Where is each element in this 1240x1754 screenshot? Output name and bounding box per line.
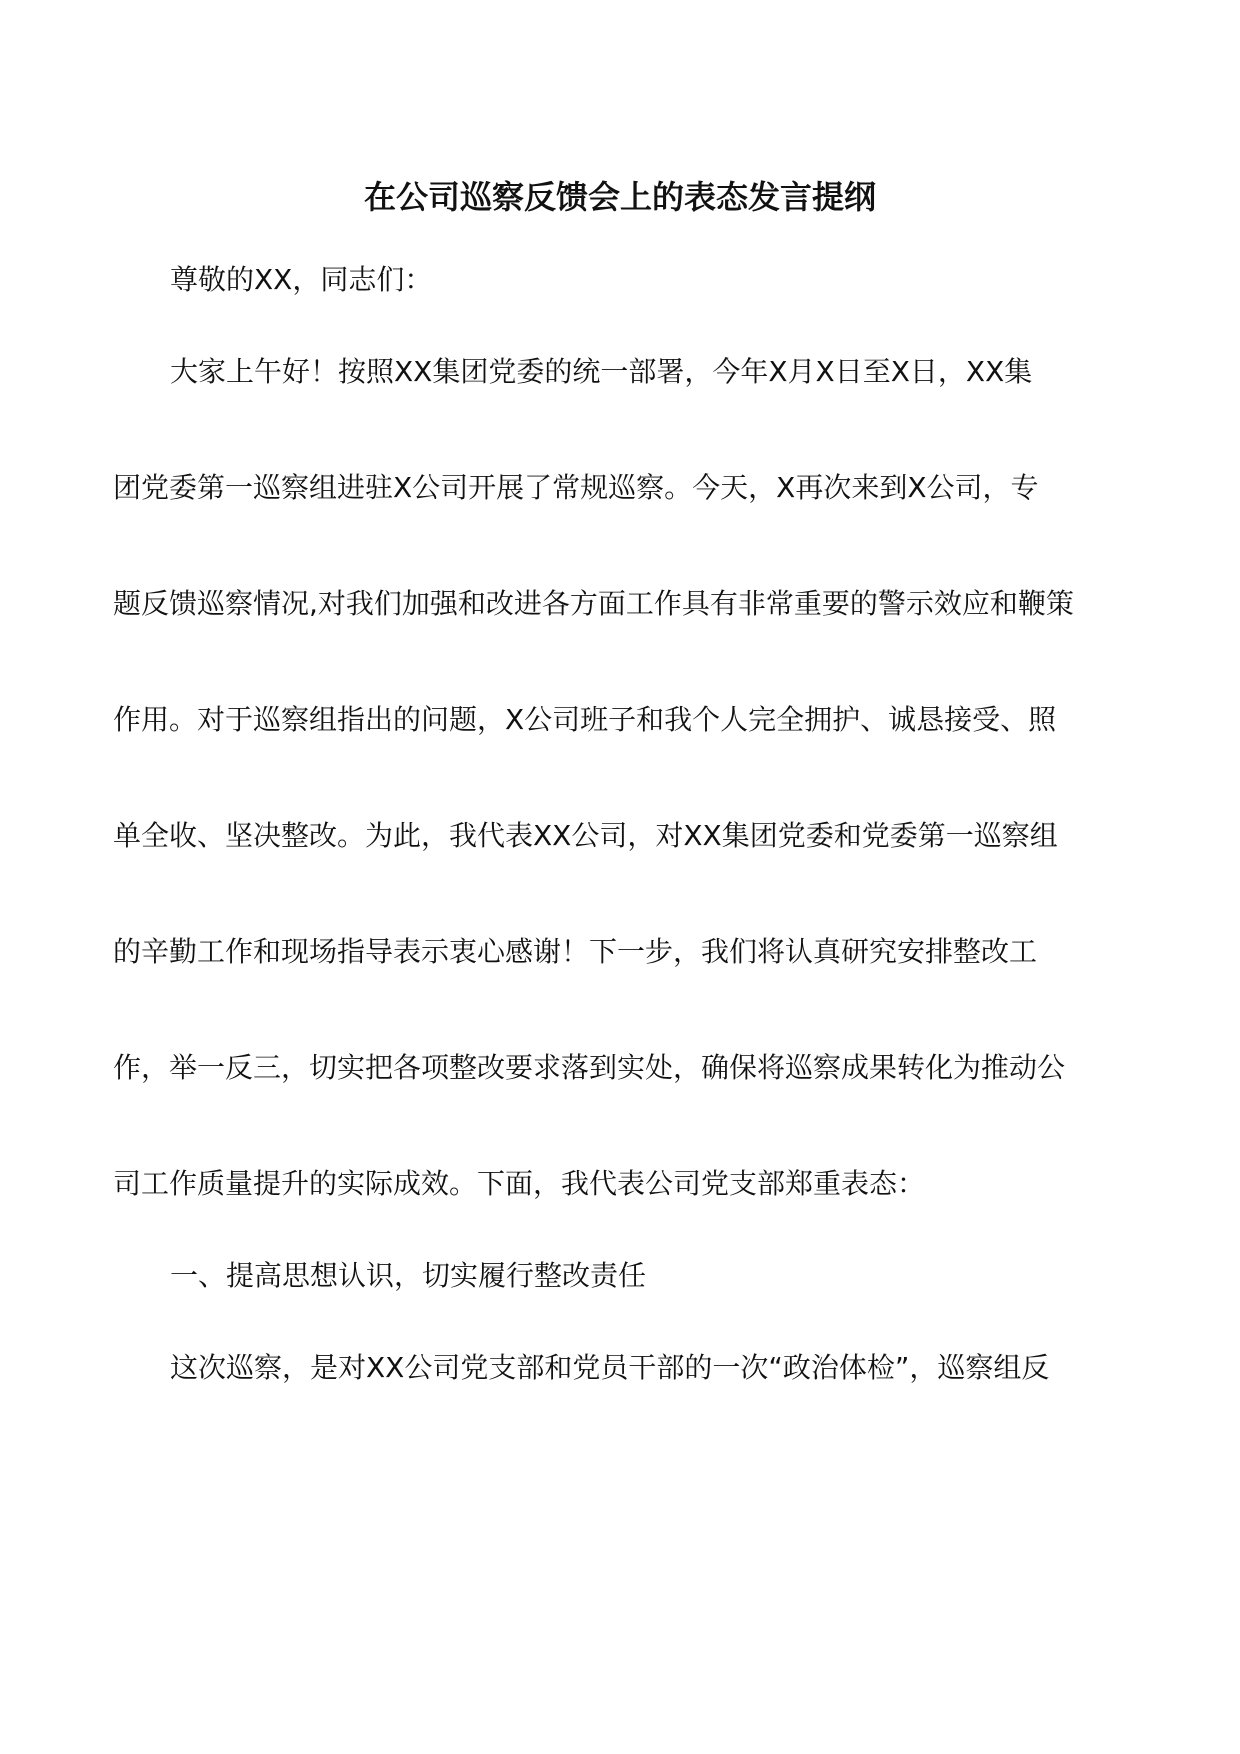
paragraph-line: 作，举一反三，切实把各项整改要求落到实处，确保将巡察成果转化为推动公 [113, 1051, 1066, 1084]
paragraph-line: 的辛勤工作和现场指导表示衷心感谢！下一步，我们将认真研究安排整改工 [113, 935, 1038, 968]
paragraph-line: 团党委第一巡察组进驻X公司开展了常规巡察。今天，X再次来到X公司，专 [113, 471, 1039, 504]
document-title: 在公司巡察反馈会上的表态发言提纲 [363, 178, 876, 216]
paragraph-line: 大家上午好！按照XX集团党委的统一部署，今年X月X日至X日，XX集 [170, 355, 1033, 388]
section-heading: 一、提高思想认识，切实履行整改责任 [170, 1259, 647, 1292]
paragraph-line: 题反馈巡察情况,对我们加强和改进各方面工作具有非常重要的警示效应和鞭策 [113, 587, 1074, 620]
greeting: 尊敬的XX，同志们： [170, 263, 433, 296]
paragraph-line: 这次巡察，是对XX公司党支部和党员干部的一次“政治体检”，巡察组反 [170, 1351, 1050, 1384]
paragraph-line: 单全收、坚决整改。为此，我代表XX公司，对XX集团党委和党委第一巡察组 [113, 819, 1058, 852]
paragraph-line: 司工作质量提升的实际成效。下面，我代表公司党支部郑重表态： [113, 1167, 926, 1200]
paragraph-line: 作用。对于巡察组指出的问题，X公司班子和我个人完全拥护、诚恳接受、照 [113, 703, 1057, 736]
